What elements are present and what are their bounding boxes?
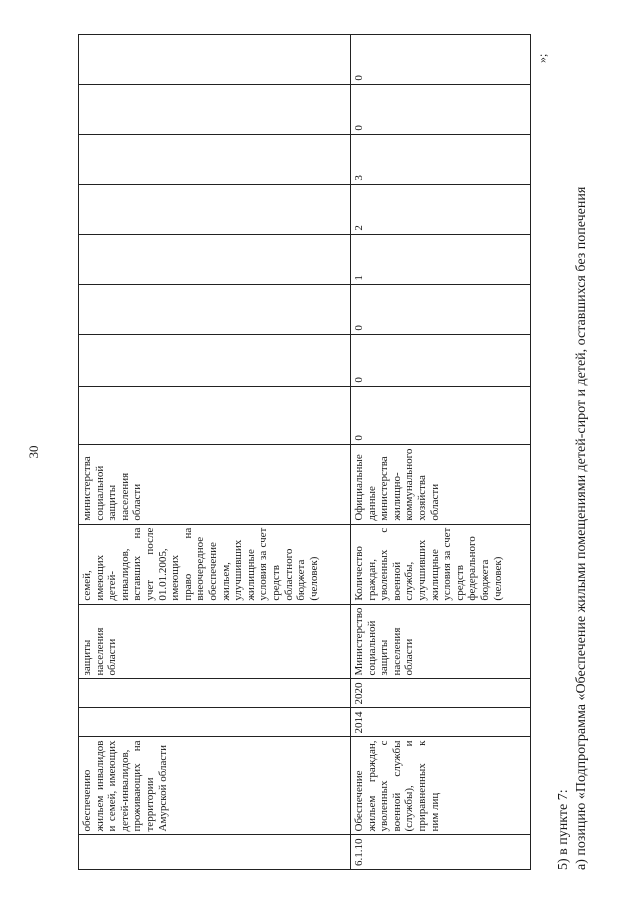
value-cell bbox=[79, 334, 351, 386]
value-cell bbox=[79, 234, 351, 284]
value-cell: 0 bbox=[351, 34, 531, 84]
paragraph-line: а) позицию «Подпрограмма «Обеспечение жилыми помещениями детей-сирот и детей, оставшихся без попечения bbox=[574, 186, 589, 870]
end-year bbox=[79, 679, 351, 708]
paragraph-line: 5) в пункте 7: bbox=[556, 789, 571, 870]
measure-name: Обеспечение жильем граждан, уволенных с военной службы (службы), и приравненных к ним лиц bbox=[351, 737, 531, 835]
value-cell: 0 bbox=[351, 334, 531, 386]
indicator: семей, имеющих детей-инвалидов, вставших на учет после 01.01.2005, имеющих право на внеочередное обеспечение жильем, улучшивших жилищные условия за счет средств областного бюджета (человек) bbox=[79, 524, 351, 604]
table-row bbox=[79, 34, 351, 869]
data-source: министерства социальной защиты населения области bbox=[79, 444, 351, 524]
row-number: 6.1.10 bbox=[351, 835, 531, 870]
executor: Министерство социальной защиты населения области bbox=[351, 604, 531, 679]
value-cell: 0 bbox=[351, 386, 531, 444]
value-cell: 3 bbox=[351, 134, 531, 184]
row-number bbox=[79, 835, 351, 870]
closing-quote: »; bbox=[535, 53, 549, 63]
value-cell: 2 bbox=[351, 184, 531, 234]
indicator: Количество граждан, уволенных с военной службы, улучшивших жилищные условия за счет средств федерального бюджета (человек) bbox=[351, 524, 531, 604]
start-year: 2014 bbox=[351, 708, 531, 737]
value-cell: 1 bbox=[351, 234, 531, 284]
data-source: Официальные данные министерства жилищно-коммунального хозяйства области bbox=[351, 444, 531, 524]
value-cell bbox=[79, 284, 351, 334]
end-year: 2020 bbox=[351, 679, 531, 708]
value-cell bbox=[79, 134, 351, 184]
value-cell bbox=[79, 386, 351, 444]
page-number: 30 bbox=[26, 445, 41, 459]
measure-name: обеспечению жильем инвалидов и семей, имеющих детей-инвалидов, проживающих на территории Амурской области bbox=[79, 737, 351, 835]
value-cell bbox=[79, 34, 351, 84]
value-cell bbox=[79, 184, 351, 234]
value-cell: 0 bbox=[351, 284, 531, 334]
start-year bbox=[79, 708, 351, 737]
indicators-table bbox=[78, 34, 531, 870]
table-row bbox=[351, 34, 531, 869]
value-cell bbox=[79, 84, 351, 134]
executor: защиты населения области bbox=[79, 604, 351, 679]
value-cell: 0 bbox=[351, 84, 531, 134]
